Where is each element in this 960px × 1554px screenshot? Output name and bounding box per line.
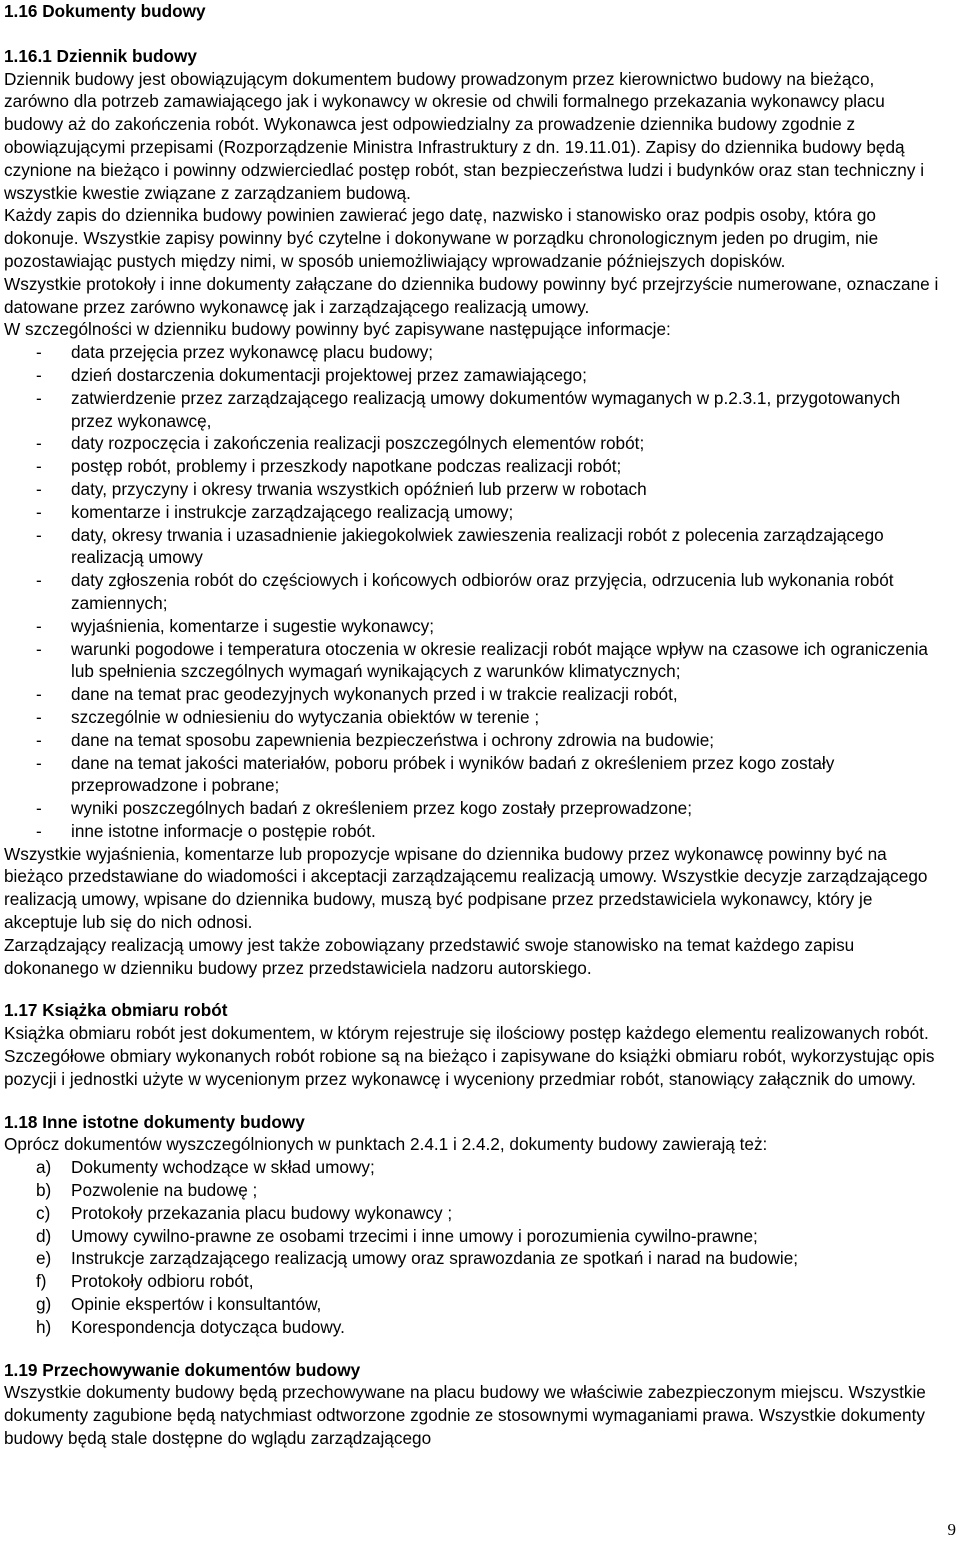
list-marker: - (36, 501, 42, 522)
list-marker: - (36, 387, 42, 408)
paragraph: Zarządzający realizacją umowy jest także zobowiązany przedstawić swoje stanowisko na temat każdego zapisu dokonanego w dzienniku budowy przez przedstawiciela nadzoru autorskiego. (4, 934, 855, 978)
list-item-text: Protokoły przekazania placu budowy wykonawcy ; (71, 1202, 453, 1223)
list-item (4, 820, 942, 843)
list-marker: d) (36, 1225, 52, 1246)
list-item (4, 432, 942, 455)
list-item (4, 1316, 942, 1339)
paragraph: Wszystkie dokumenty budowy będą przechowywane na placu budowy we właściwie zabezpieczonym miejscu. Wszystkie dokumenty zagubione będą natychmiast odtworzone zgodnie ze stosownymi wymaganiami prawa. Wszystkie dokumenty budowy będą stale dostępne do wglądu zarządzającego (4, 1382, 926, 1449)
paragraph: Książka obmiaru robót jest dokumentem, w którym rejestruje się ilościowy postęp każdego elementu realizowanych robót. Szczegółowe obmiary wykonanych robót robione są na bieżąco i zapisywane do książki obmiaru robót, wykorzystując opis pozycji i jednostki użyte w wycenionym przez wykonawcę i wyceniony przedmiar robót, stanowiący załącznik do umowy. (4, 1023, 935, 1089)
list-item-text: Korespondencja dotycząca budowy. (71, 1316, 345, 1337)
page-number: 9 (947, 1520, 956, 1539)
list-item (4, 797, 942, 820)
section-1-19-heading: 1.19 Przechowywanie dokumentów budowy (4, 1359, 361, 1380)
list-item-text: Protokoły odbioru robót, (71, 1271, 254, 1292)
list-item (4, 706, 942, 729)
list-item (4, 1225, 942, 1248)
list-marker: - (36, 798, 42, 819)
list-item (4, 569, 942, 615)
list-item-text: inne istotne informacje o postępie robót. (71, 820, 376, 841)
list-item (4, 364, 942, 387)
list-item-text: Opinie ekspertów i konsultantów, (71, 1294, 322, 1315)
list-marker: - (36, 706, 42, 727)
list-item (4, 638, 942, 684)
list-item-text: szczególnie w odniesieniu do wytyczania obiektów w terenie ; (71, 706, 540, 727)
list-marker: - (36, 615, 42, 636)
list-item-text: daty, przyczyny i okresy trwania wszystkich opóźnień lub przerw w robotach (71, 478, 647, 499)
list-item (4, 501, 942, 524)
section-1-17-heading: 1.17 Książka obmiaru robót (4, 1000, 228, 1021)
section-1-18-heading: 1.18 Inne istotne dokumenty budowy (4, 1111, 305, 1132)
list-item (4, 1270, 942, 1293)
list-marker: a) (36, 1157, 52, 1178)
list-item (4, 683, 942, 706)
list-item (4, 1202, 942, 1225)
paragraph: Każdy zapis do dziennika budowy powinien zawierać jego datę, nazwisko i stanowisko oraz podpis osoby, która go dokonuje. Wszystkie zapisy powinny być czytelne i dokonywane w porządku chronologicznym jeden po drugim, nie pozostawiając pustych między nimi, w sposób uniemożliwiający wprowadzanie późniejszych dopisków. (4, 205, 879, 271)
list-item (4, 1179, 942, 1202)
list-item-text: Instrukcje zarządzającego realizacją umowy oraz sprawozdania ze spotkań i narad na budowie; (71, 1248, 799, 1269)
list-item-text: dane na temat jakości materiałów, poboru próbek i wyników badań z określeniem przez kogo zostały przeprowadzone i pobrane; (71, 752, 835, 796)
document-page (4, 0, 942, 1450)
list-item-text: Umowy cywilno-prawne ze osobami trzecimi i inne umowy i porozumienia cywilno-prawne; (71, 1225, 758, 1246)
list-marker: - (36, 570, 42, 591)
list-item (4, 387, 942, 433)
list-marker: e) (36, 1248, 52, 1269)
list-item (4, 524, 942, 570)
info-list (4, 341, 942, 843)
list-marker: - (36, 684, 42, 705)
list-item-text: dane na temat sposobu zapewnienia bezpieczeństwa i ochrony zdrowia na budowie; (71, 729, 715, 750)
list-marker: - (36, 729, 42, 750)
list-item-text: komentarze i instrukcje zarządzającego realizacją umowy; (71, 501, 514, 522)
list-item-text: dane na temat prac geodezyjnych wykonanych przed i w trakcie realizacji robót, (71, 684, 678, 705)
section-1-16-heading: 1.16 Dokumenty budowy (4, 1, 206, 21)
list-marker: c) (36, 1202, 51, 1223)
list-item-text: wyniki poszczególnych badań z określeniem przez kogo zostały przeprowadzone; (71, 798, 692, 819)
list-item-text: dzień dostarczenia dokumentacji projektowej przez zamawiającego; (71, 364, 587, 385)
list-item (4, 1156, 942, 1179)
list-item (4, 729, 942, 752)
list-item-text: daty, okresy trwania i uzasadnienie jakiegokolwiek zawieszenia realizacji robót z polecenia zarządzającego realizacją umowy (71, 524, 884, 568)
list-item-text: warunki pogodowe i temperatura otoczenia w okresie realizacji robót mające wpływ na czasowe ich ograniczenia lub spełnienia szczególnych wymagań wynikających z warunków klimatycznych; (71, 638, 928, 682)
list-item-text: data przejęcia przez wykonawcę placu budowy; (71, 342, 434, 363)
list-marker: - (36, 524, 42, 545)
list-marker: h) (36, 1316, 52, 1337)
list-marker: f) (36, 1271, 47, 1292)
list-marker: g) (36, 1294, 52, 1315)
list-item-text: daty zgłoszenia robót do częściowych i końcowych odbiorów oraz przyjęcia, odrzucenia lub wykonania robót zamiennych; (71, 570, 894, 613)
list-item (4, 478, 942, 501)
list-marker: - (36, 638, 42, 659)
list-marker: - (36, 364, 42, 385)
list-item (4, 615, 942, 638)
list-item (4, 1293, 942, 1316)
section-1-16-1-heading: 1.16.1 Dziennik budowy (4, 45, 197, 66)
list-item-text: daty rozpoczęcia i zakończenia realizacji poszczególnych elementów robót; (71, 433, 645, 454)
documents-list (4, 1156, 942, 1338)
list-marker: - (36, 433, 42, 454)
list-marker: - (36, 478, 42, 499)
list-marker: - (36, 342, 42, 363)
list-item (4, 341, 942, 364)
list-item (4, 752, 942, 798)
list-item-text: wyjaśnienia, komentarze i sugestie wykonawcy; (71, 615, 435, 636)
list-marker: - (36, 752, 42, 773)
list-item (4, 455, 942, 478)
paragraph: Wszystkie protokoły i inne dokumenty załączane do dziennika budowy powinny być przejrzyście numerowane, oznaczane i datowane przez zarówno wykonawcę jak i zarządzającego realizacją umowy. (4, 273, 939, 317)
list-item-text: Dokumenty wchodzące w skład umowy; (71, 1157, 375, 1178)
paragraph: Oprócz dokumentów wyszczególnionych w punktach 2.4.1 i 2.4.2, dokumenty budowy zawierają też: (4, 1134, 768, 1155)
paragraph: Wszystkie wyjaśnienia, komentarze lub propozycje wpisane do dziennika budowy przez wykonawcę powinny być na bieżąco przedstawiane do wiadomości i akceptacji zarządzającemu realizacją umowy. Wszystkie decyzje zarządzającego realizacją umowy, wpisane do dziennika budowy, muszą być podpisane przez przedstawiciela wykonawcy, który je akceptuje lub się do nich odnosi. (4, 843, 928, 933)
list-marker: - (36, 820, 42, 841)
list-item (4, 1247, 942, 1270)
paragraph: Dziennik budowy jest obowiązującym dokumentem budowy prowadzonym przez kierownictwo budowy na bieżąco, zarówno dla potrzeb zamawiającego jak i wykonawcy w okresie od chwili formalnego przekazania wykonawcy placu budowy aż do zakończenia robót. Wykonawca jest odpowiedzialny za prowadzenie dziennika budowy zgodnie z obowiązującymi przepisami (Rozporządzenie Ministra Infrastruktury z dn. 19.11.01). Zapisy do dziennika budowy będą czynione na bieżąco i powinny odzwierciedlać postęp robót, stan bezpieczeństwa ludzi i budynków oraz stan techniczny i wszystkie kwestie związane z zarządzaniem budową. (4, 68, 925, 203)
paragraph: W szczególności w dzienniku budowy powinny być zapisywane następujące informacje: (4, 319, 671, 340)
list-marker: - (36, 456, 42, 477)
list-item-text: postęp robót, problemy i przeszkody napotkane podczas realizacji robót; (71, 456, 622, 477)
list-marker: b) (36, 1180, 52, 1201)
list-item-text: zatwierdzenie przez zarządzającego realizacją umowy dokumentów wymaganych w p.2.3.1, przygotowanych przez wykonawcę, (71, 387, 901, 431)
list-item-text: Pozwolenie na budowę ; (71, 1180, 258, 1201)
